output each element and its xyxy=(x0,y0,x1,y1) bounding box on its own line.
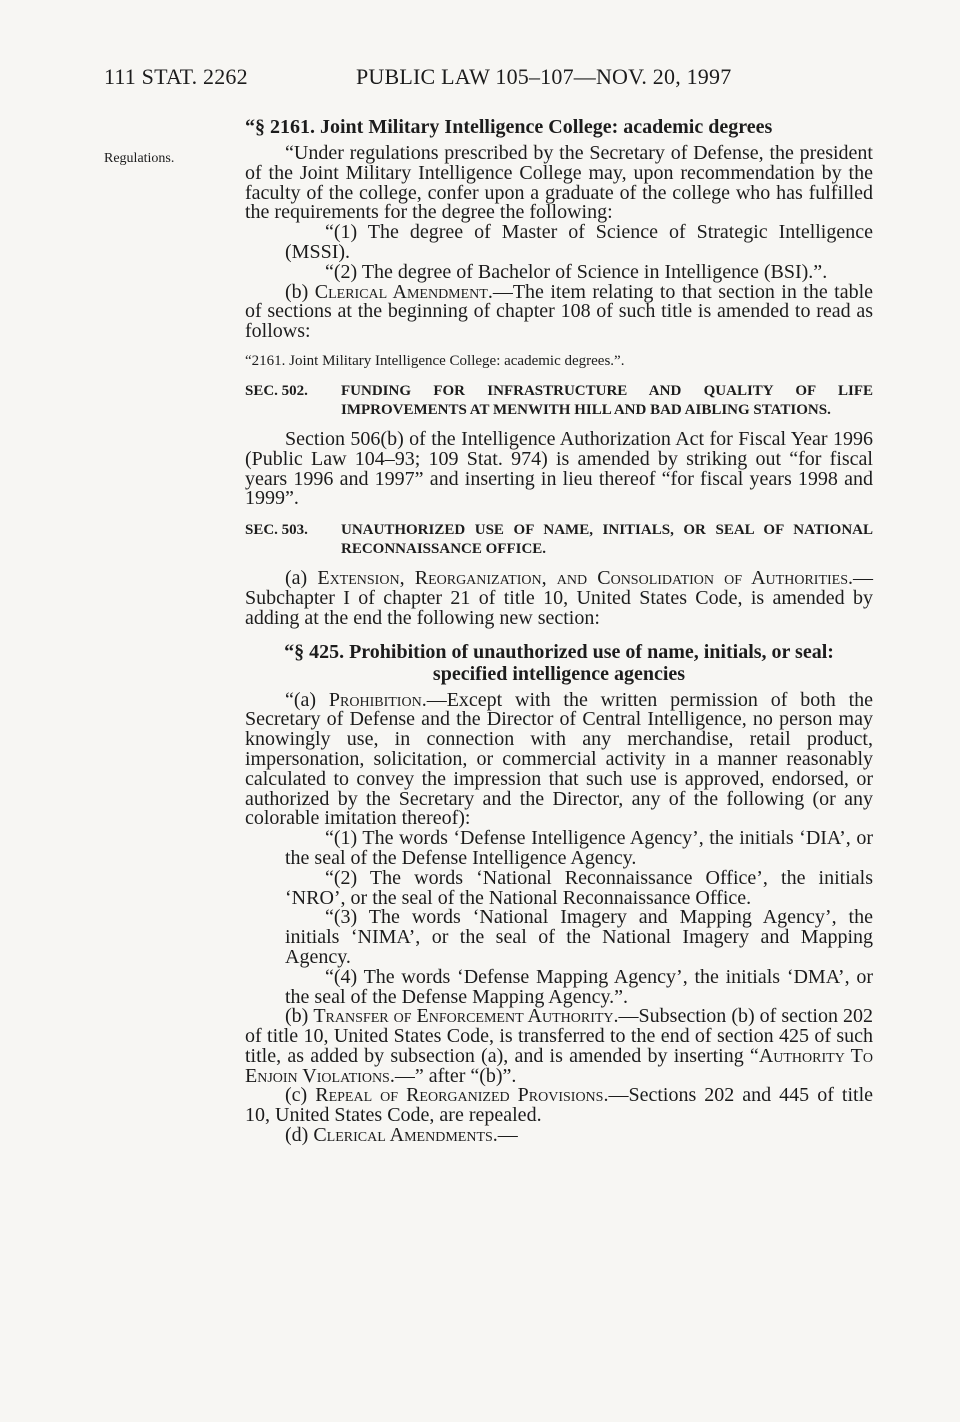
subsection-a-heading: Extension, Reorganization, and Consolidation of Authorities xyxy=(317,567,848,590)
clerical-b-heading: Clerical Amendment xyxy=(314,280,488,303)
section-502-number: SEC. 502. xyxy=(245,382,308,399)
section-2161-item-2: “(2) The degree of Bachelor of Science in Intelligence (BSI).”. xyxy=(325,260,828,283)
section-503-title-text: UNAUTHORIZED USE OF NAME, INITIALS, OR SEAL OF NATIONAL RECONNAISSANCE OFFICE. xyxy=(341,522,873,558)
subsection-a-label: (a) xyxy=(285,567,318,590)
subsection-a xyxy=(245,569,873,628)
section-425-a-text: .—Except with the written permission of both the Secretary of Defense and the Director of Central Intelligence, no person may knowingly use, in connection with any merchandise, retail product, impersonation, solicitation, or commercial activity in a manner reasonably calculated to convey the impression that such use is approved, endorsed, or authorized by the Secretary and the Director, any of the following (or any colorable imitation thereof): xyxy=(245,688,874,830)
section-425-item-1: “(1) The words ‘Defense Intelligence Agency’, the initials ‘DIA’, or the seal of the Defense Intelligence Agency. xyxy=(285,827,873,869)
section-425-item-2: “(2) The words ‘National Reconnaissance Office’, the initials ‘NRO’, or the seal of the National Reconnaissance Office. xyxy=(285,866,873,909)
statute-page-number: 111 STAT. 2262 xyxy=(104,64,248,89)
section-503-title xyxy=(245,521,873,559)
subsection-c xyxy=(245,1086,873,1126)
section-502-title xyxy=(245,382,873,420)
section-502-text: Section 506(b) of the Intelligence Authorization Act for Fiscal Year 1996 (Public Law 104–93; 109 Stat. 974) is amended by striking out “for fiscal years 1996 and 1997” and inserting in lieu thereof “for fiscal years 1998 and 1999”. xyxy=(245,427,873,510)
subsection-a-text: .—Subchapter I of chapter 21 of title 10, United States Code, is amended by adding at the end the following new section: xyxy=(245,567,873,629)
public-law-citation: PUBLIC LAW 105–107—NOV. 20, 1997 xyxy=(356,64,732,89)
subsection-c-label: (c) xyxy=(285,1084,316,1107)
section-425-a xyxy=(245,688,874,830)
subsection-d xyxy=(245,1126,873,1146)
subsection-b-text: .—Subsection (b) of section 202 of title 10, United States Code, is transferred to the end of section 425 of such title, as added by subsection (a), and is amended by inserting “ xyxy=(245,1005,873,1067)
section-502-title-text: FUNDING FOR INFRASTRUCTURE AND QUALITY OF LIFE IMPROVEMENTS AT MENWITH HILL AND BAD AIBLING STATIONS. xyxy=(341,382,873,418)
table-of-sections-item: “2161. Joint Military Intelligence College: academic degrees.”. xyxy=(245,352,625,369)
subsection-c-heading: Repeal of Reorganized Provisions xyxy=(315,1084,604,1107)
clerical-b-text: .—The item relating to that section in the table of sections at the beginning of chapter 108 of such title is amended to read as follows: xyxy=(245,280,873,343)
section-425-heading: “§ 425. Prohibition of unauthorized use of name, initials, or seal: specified intelligence agencies xyxy=(284,640,834,685)
section-425-a-heading: Prohibition xyxy=(328,688,422,711)
subsection-b-heading: Transfer of Enforcement Authority xyxy=(313,1005,614,1028)
subsection-d-heading: Clerical Amendments xyxy=(313,1124,493,1147)
section-2161-item-1: “(1) The degree of Master of Science of Strategic Intelligence (MSSI). xyxy=(285,221,873,263)
section-2161-intro: “Under regulations prescribed by the Secretary of Defense, the president of the Joint Military Intelligence College may, upon recommendation by the faculty of the college, confer upon a graduate of the college who has fulfilled the requirements for the degree the following: xyxy=(245,142,873,224)
subsection-b-text-2: .—” after “(b)”. xyxy=(389,1064,517,1087)
subsection-d-text: .— xyxy=(492,1124,518,1147)
subsection-c-text: .—Sections 202 and 445 of title 10, United States Code, are repealed. xyxy=(245,1084,873,1127)
clerical-amendment-b xyxy=(245,280,873,343)
subsection-b xyxy=(245,1007,873,1086)
section-2161-heading: “§ 2161. Joint Military Intelligence College: academic degrees xyxy=(245,116,773,138)
section-425-item-3: “(3) The words ‘National Imagery and Mapping Agency’, the initials ‘NIMA’, or the seal of the National Imagery and Mapping Agency. xyxy=(285,906,873,968)
clerical-b-label: (b) xyxy=(285,280,315,303)
section-503-number: SEC. 503. xyxy=(245,522,308,539)
section-425-a-label: “(a) xyxy=(285,688,329,711)
section-425-item-4: “(4) The words ‘Defense Mapping Agency’, the initials ‘DMA’, or the seal of the Defense Mapping Agency.”. xyxy=(285,965,873,1008)
subsection-d-label: (d) xyxy=(285,1124,314,1147)
subsection-b-label: (b) xyxy=(285,1005,314,1028)
subsection-b-quoted: Authority To Enjoin Violations xyxy=(245,1044,873,1087)
body-text xyxy=(245,116,873,1146)
margin-note-regulations: Regulations. xyxy=(104,151,175,166)
